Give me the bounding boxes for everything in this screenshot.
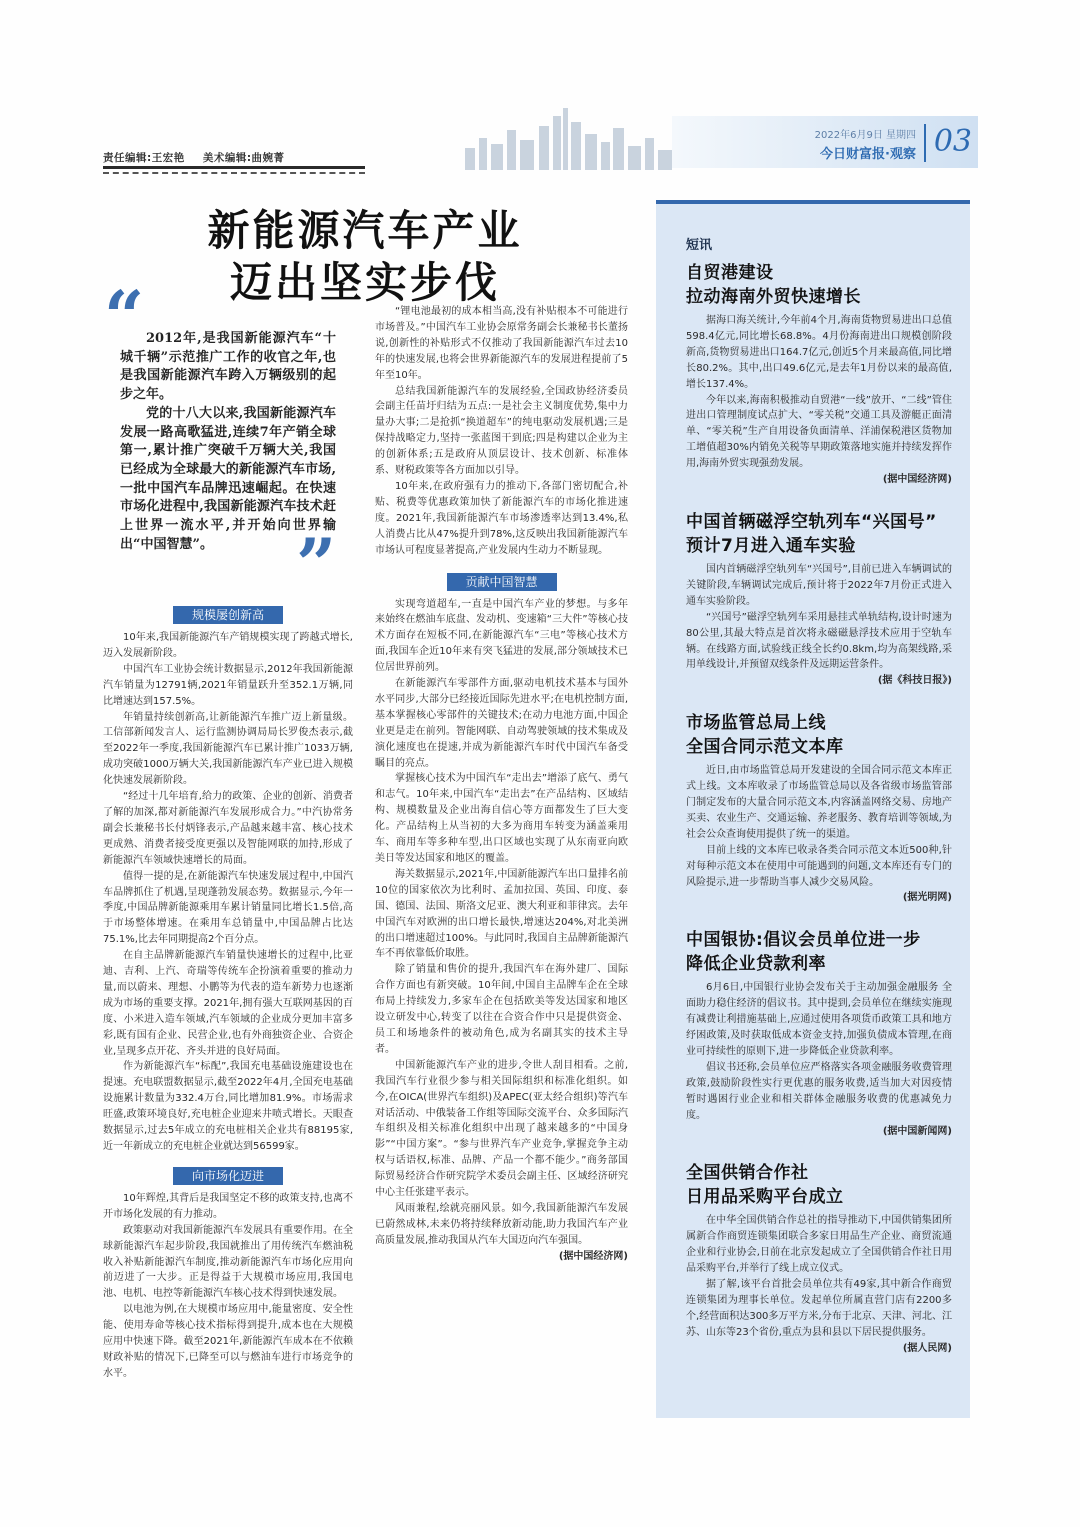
news-paragraph: “兴国号”磁浮空轨列车采用悬挂式单轨结构,设计时速为80公里,其最大特点是首次将永磁磁悬浮技术应用于空轨车辆。在线路方面,试验线正线全长约0.8km,均为高架线路,采用单线设计,并预留双线条件及远期运营条件。 <box>686 611 952 671</box>
news-source: (据人民网) <box>902 1342 952 1354</box>
body-paragraph: 实现弯道超车,一直是中国汽车产业的梦想。与多年来始终在燃油车底盘、发动机、变速箱“三大件”等核心技术方面存在短板不同,在新能源汽车“三电”等核心技术方面,我国车企近10年来有突飞猛进的发展,部分领域技术已位居世界前列。 <box>375 598 628 674</box>
news-paragraph: 今年以来,海南积极推动自贸港“一线”放开、“二线”管住进出口管理制度试点扩大、“零关税”交通工具及游艇正面清单、“零关税”生产自用设备负面清单、洋浦保税港区货物加工增值超30%内销免关税等早期政策落地实施并持续发挥作用,海南外贸实现强劲发展。 <box>686 394 952 470</box>
news-title: 预计7月进入通车实验 <box>686 535 856 556</box>
editor-credits <box>103 150 299 165</box>
article-source: (据中国经济网) <box>558 1250 628 1262</box>
lead-paragraph: 2012年,是我国新能源汽车“十城千辆”示范推广工作的收官之年,也是我国新能源汽车跨入万辆级别的起步之年。 <box>120 331 336 403</box>
body-paragraph: 中国汽车工业协会统计数据显示,2012年我国新能源汽车销量为12791辆,2021年销量跃升至352.1万辆,同比增速达到157.5%。 <box>103 663 353 707</box>
news-title: 市场监管总局上线 <box>686 713 826 734</box>
news-item <box>686 711 952 906</box>
news-source: (据中国新闻网) <box>882 1125 952 1137</box>
article-title-line2: 迈出坚实步伐 <box>229 258 500 307</box>
article-lead <box>120 330 336 554</box>
news-title: 全国合同示范文本库 <box>686 737 844 758</box>
body-paragraph: 值得一提的是,在新能源汽车快速发展过程中,中国汽车品牌抓住了机遇,呈现蓬勃发展态势。数据显示,今年一季度,中国品牌新能源乘用车累计销量同比增长1.5倍,高于市场整体增速。在乘用车总销量中,中国品牌占比达75.1%,比去年同期提高2个百分点。 <box>103 870 353 946</box>
news-title: 全国供销合作社 <box>686 1163 809 1184</box>
open-quote-icon: “ <box>104 275 145 358</box>
news-paragraph: 据海口海关统计,今年前4个月,海南货物贸易进出口总值598.4亿元,同比增长68.8%。4月份海南进出口规模创阶段新高,货物贸易进出口164.7亿元,创近5个月来最高值,同比增长80.2%。其中,出口49.6亿元,是去年1月份以来的最高值,增长137.4%。 <box>686 315 952 390</box>
news-title: 拉动海南外贸快速增长 <box>686 287 861 307</box>
body-paragraph: 政策驱动对我国新能源汽车发展具有重要作用。在全球新能源汽车起步阶段,我国就推出了用传统汽车燃油税收入补贴新能源汽车制度,推动新能源汽车市场化应用向前迈进了一大步。正是得益于大规模市场应用,我国电池、电机、电控等新能源汽车核心技术得到快速发展。 <box>103 1224 353 1300</box>
article-column-1 <box>103 600 353 1382</box>
news-title: 降低企业贷款利率 <box>686 954 826 975</box>
city-skyline-icon <box>455 108 685 170</box>
body-paragraph: “经过十几年培育,给力的政策、企业的创新、消费者了解的加深,都对新能源汽车发展形成合力。”中汽协常务副会长兼秘书长付炳锋表示,产品越来越丰富、核心技术更成熟、消费者接受度更强以及智能网联的加持,形成了新能源汽车领域快速增长的局面。 <box>103 791 353 866</box>
article-column-2 <box>375 304 628 1265</box>
news-source: (据光明网) <box>902 892 952 904</box>
news-item <box>686 1161 952 1356</box>
news-source: (据《科技日报》) <box>877 675 952 687</box>
sidebar-label: 短讯 <box>686 238 713 253</box>
banner-separator <box>924 124 926 162</box>
body-paragraph: “锂电池最初的成本相当高,没有补贴根本不可能进行市场普及。”中国汽车工业协会原常务副会长兼秘书长董扬说,创新性的补贴形式不仅推动了我国新能源汽车过去10年的快速发展,也将会世界新能源汽车的发展进程提前了5年至10年。 <box>375 306 628 381</box>
issue-date: 2022年6月9日 星期四 <box>814 130 916 141</box>
section-heading: 贡献中国智慧 <box>447 573 557 591</box>
body-paragraph: 在自主品牌新能源汽车销量快速增长的过程中,比亚迪、吉利、上汽、奇瑞等传统车企扮演着重要的推动力量,而以蔚来、理想、小鹏等为代表的造车新势力也逐渐成为市场的重要支撑。2021年,拥有强大互联网基因的百度、小米进入造车领域,汽车领域的企业成分更加丰富多彩,既有国有企业、民营企业,也有外商独资企业、合资企业,呈现多点开花、齐头并进的良好局面。 <box>103 950 353 1057</box>
body-paragraph: 年销量持续创新高,让新能源汽车推广迈上新量级。工信部新闻发言人、运行监测协调局局长罗俊杰表示,截至2022年一季度,我国新能源汽车已累计推广1033万辆,成功突破1000万辆大关,我国新能源汽车产业已进入规模化快速发展新阶段。 <box>103 711 353 787</box>
news-paragraph: 目前上线的文本库已收录各类合同示范文本近500种,针对每种示范文本在使用中可能遇到的问题,文本库还有专门的风险提示,进一步帮助当事人减少交易风险。 <box>686 844 952 888</box>
body-paragraph: 掌握核心技术为中国汽车“走出去”增添了底气、勇气和志气。10年来,中国汽车“走出去”在产品结构、区域结构、规模数量及企业出海自信心等方面都发生了巨大变化。产品结构上从当初的大多为商用车转变为涵盖乘用车、商用车等多种车型,出口区域也实现了从东南亚向欧美日等发达国家和地区的覆盖。 <box>375 773 628 864</box>
body-paragraph: 10年来,我国新能源汽车产销规模实现了跨越式增长,迈入发展新阶段。 <box>103 632 353 659</box>
news-title: 中国首辆磁浮空轨列车“兴国号” <box>686 511 937 532</box>
art-editor-name: 美术编辑:曲婉菁 <box>202 152 285 164</box>
article-title-line1: 新能源汽车产业 <box>207 206 523 255</box>
news-title: 自贸港建设 <box>686 263 774 283</box>
body-paragraph: 作为新能源汽车“标配”,我国充电基础设施建设也在提速。充电联盟数据显示,截至2022年4月,全国充电基础设施累计数量为332.4万台,同比增加81.9%。市场需求旺盛,政策环境良好,充电桩企业迎来井喷式增长。天眼查数据显示,过去5年成立的充电桩相关企业共有88195家,近一年新成立的充电桩企业就达到56599家。 <box>103 1061 353 1152</box>
news-paragraph: 6月6日,中国银行业协会发布关于主动加强金融服务 全面助力稳住经济的倡议书。其中提到,会员单位在继续实施现有减费让利措施基础上,应通过使用各项货币政策工具和地方纾困政策,及时获取低成本资金支持,加强负债成本管理,在商业可持续性的原则下,进一步降低企业贷款利率。 <box>686 982 952 1057</box>
news-title: 日用品采购平台成立 <box>686 1187 844 1208</box>
news-paragraph: 倡议书还称,会员单位应严格落实各项金融服务收费管理政策,鼓励阶段性实行更优惠的服务收费,适当加大对因疫情暂时遇困行业企业和相关群体金融服务收费的优惠减免力度。 <box>686 1061 952 1121</box>
body-paragraph: 以电池为例,在大规模市场应用中,能量密度、安全性能、使用寿命等核心技术指标得到提升,成本也在大规模应用中快速下降。截至2021年,新能源汽车成本在不依赖财政补贴的情况下,已降至可以与燃油车进行市场竞争的水平。 <box>103 1304 353 1379</box>
news-paragraph: 在中华全国供销合作总社的指导推动下,中国供销集团所属新合作商贸连锁集团联合多家日用品生产企业、商贸流通企业和行业协会,日前在北京发起成立了全国供销合作社日用品采购平台,并举行了线上成立仪式。 <box>686 1215 952 1275</box>
news-item <box>686 510 952 689</box>
news-brief-sidebar <box>656 200 970 1418</box>
body-paragraph: 10年来,在政府强有力的推动下,各部门密切配合,补贴、税费等优惠政策加快了新能源汽车的市场化推进速度。2021年,我国新能源汽车市场渗透率达到13.4%,私人消费占比从47%提升到78%,这反映出我国新能源汽车市场认可程度显著提高,产业发展内生动力不断显现。 <box>375 480 628 556</box>
header-dashed-rule <box>103 172 365 174</box>
body-paragraph: 中国新能源汽车产业的进步,令世人刮目相看。之前,我国汽车行业很少参与相关国际组织和标准化组织。如今,在OICA(世界汽车组织)及APEC(亚太经合组织)等汽车对话活动、中俄装备工作组等国际交流平台、众多国际汽车组织及相关标准化组织中出现了越来越多的“中国身影”“中国方案”。“参与世界汽车产业竞争,掌握竞争主动权与话语权,标准、品牌、产品一个都不能少。”商务部国际贸易经济合作研究院学术委员会副主任、区域经济研究中心主任张建平表示。 <box>375 1059 628 1199</box>
close-quote-icon: ” <box>296 523 337 606</box>
header-rule <box>103 166 365 169</box>
news-item <box>686 928 952 1139</box>
news-title: 中国银协:倡议会员单位进一步 <box>686 930 921 951</box>
body-paragraph: 总结我国新能源汽车的发展经验,全国政协经济委员会副主任苗圩归结为五点:一是社会主义制度优势,集中力量办大事;二是抢抓“换道超车”的纯电驱动发展机遇;三是保持战略定力,坚持一张蓝图干到底;四是构建以企业为主的创新体系;五是政府从顶层设计、技术创新、标准体系、财税政策等各方面加以引导。 <box>375 385 628 477</box>
body-paragraph: 除了销量和售价的提升,我国汽车在海外建厂、国际合作方面也有新突破。10年间,中国自主品牌车企在全球布局上持续发力,多家车企在包括欧美等发达国家和地区设立研发中心,转变了以往在合资合作中只是提供资金、员工和场地条件的被动角色,成为名副其实的技术主导者。 <box>375 964 628 1055</box>
page-number: 03 <box>933 124 972 159</box>
section-heading: 规模屡创新高 <box>173 606 283 624</box>
body-paragraph: 海关数据显示,2021年,中国新能源汽车出口量排名前10位的国家依次为比利时、孟加拉国、英国、印度、泰国、德国、法国、斯洛文尼亚、澳大利亚和菲律宾。去年中国汽车对欧洲的出口增长最快,增速达204%,对北美洲的出口增速超过100%。与此同时,我国自主品牌新能源汽车不再依靠低价取胜。 <box>375 868 628 960</box>
lead-paragraph: 党的十八大以来,我国新能源汽车发展一路高歌猛进,连续7年产销全球第一,累计推广突破千万辆大关,我国已经成为全球最大的新能源汽车市场,一批中国汽车品牌迅速崛起。在快速市场化进程中,我国新能源汽车技术赶上世界一流水平,并开始向世界输出“中国智慧”。 <box>120 405 336 552</box>
news-paragraph: 近日,由市场监管总局开发建设的全国合同示范文本库正式上线。文本库收录了市场监管总局以及各省级市场监管部门制定发布的大量合同示范文本,内容涵盖网络交易、房地产买卖、农业生产、交通运输、养老服务、教育培训等领域,为社会公众查询使用提供了统一的渠道。 <box>686 765 952 840</box>
paper-name: 今日财富报·观察 <box>820 147 916 162</box>
body-paragraph: 在新能源汽车零部件方面,驱动电机技术基本与国外水平同步,大部分已经接近国际先进水平;在电机控制方面,基本掌握核心零部件的关键技术;在动力电池方面,中国企业更是走在前列。智能网联、自动驾驶领域的技术集成及演化速度也在提速,并成为新能源汽车时代中国汽车备受瞩目的亮点。 <box>375 678 628 769</box>
page-banner <box>672 116 978 168</box>
editor-name: 责任编辑:王宏艳 <box>103 152 185 164</box>
section-heading: 向市场化迈进 <box>173 1167 283 1185</box>
news-item <box>686 261 952 488</box>
body-paragraph: 10年辉煌,其背后是我国坚定不移的政策支持,也离不开市场化发展的有力推动。 <box>103 1192 353 1220</box>
news-paragraph: 据了解,该平台首批会员单位共有49家,其中新合作商贸连锁集团为理事长单位。发起单位所属直营门店有2200多个,经营面积达300多万平方米,分布于北京、天津、河北、江苏、山东等23个省份,重点为县和县以下居民提供服务。 <box>686 1279 952 1338</box>
news-paragraph: 国内首辆磁浮空轨列车“兴国号”,目前已进入车辆调试的关键阶段,车辆调试完成后,预计将于2022年7月份正式进入通车实验阶段。 <box>686 563 952 607</box>
body-paragraph: 风雨兼程,绘就亮丽风景。如今,我国新能源汽车发展已蔚然成林,未来仍将持续释放新动能,助力我国汽车产业高质量发展,推动我国从汽车大国迈向汽车强国。 <box>375 1202 628 1246</box>
news-source: (据中国经济网) <box>882 474 952 486</box>
